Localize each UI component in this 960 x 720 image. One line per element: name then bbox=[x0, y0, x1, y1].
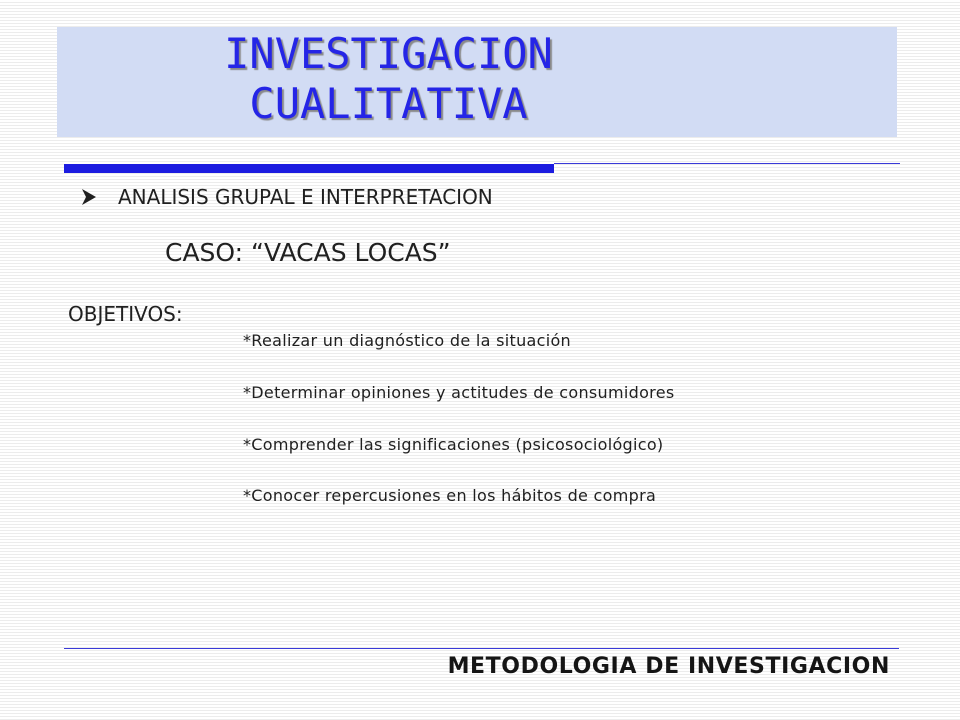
slide-title-line-2: CUALITATIVA bbox=[249, 79, 528, 128]
footer-rule bbox=[64, 648, 899, 649]
bullet-text: ANALISIS GRUPAL E INTERPRETACION bbox=[118, 185, 493, 209]
footer-title: METODOLOGIA DE INVESTIGACION bbox=[447, 654, 890, 679]
objective-item: *Conocer repercusiones en los hábitos de compra bbox=[243, 486, 657, 505]
bullet-item bbox=[82, 183, 493, 211]
objective-item: *Comprender las significaciones (psicosociológico) bbox=[243, 435, 664, 454]
objective-item: *Realizar un diagnóstico de la situación bbox=[243, 331, 571, 350]
right-arrow-bullet-icon bbox=[82, 189, 96, 205]
slide-title-line-1: INVESTIGACION bbox=[224, 29, 553, 78]
objectives-label: OBJETIVOS: bbox=[68, 302, 183, 326]
slide-title bbox=[57, 29, 720, 129]
case-title: CASO: “VACAS LOCAS” bbox=[165, 238, 451, 267]
title-underline-thick bbox=[64, 164, 554, 173]
title-underline-thin bbox=[554, 163, 900, 164]
objective-item: *Determinar opiniones y actitudes de consumidores bbox=[243, 383, 675, 402]
